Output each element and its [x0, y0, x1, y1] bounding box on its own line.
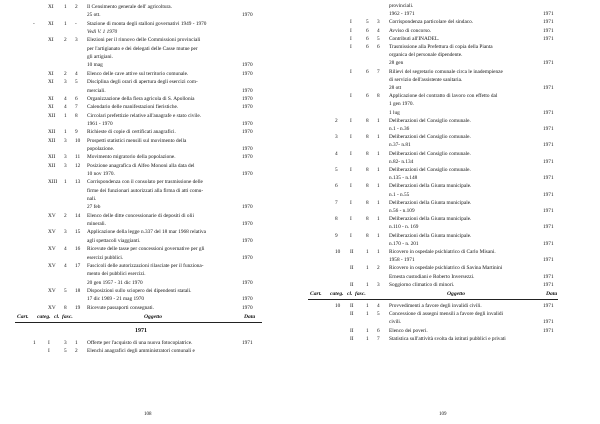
class-number: 4	[64, 262, 67, 269]
entry-subject: n.56 - n.109	[389, 208, 415, 214]
entry-subject: n.110 - n. 169	[389, 224, 419, 231]
fascicolo-number: 3	[377, 281, 380, 288]
category-number: I	[350, 216, 352, 223]
entry-subject: Soggiorno climatico di minori.	[389, 281, 455, 288]
entry-subject: firme dei funzionari autorizzati alla firma di atti comu-	[87, 187, 204, 194]
entry-subject: Ricovero in ospedale psichiatrico di Savina Martinini	[389, 265, 503, 272]
entry-subject: Deliberazioni del Consiglio comunale.	[389, 167, 471, 173]
fascicolo-number: 6	[377, 44, 380, 50]
entry-subject: 1 gen 1970.	[389, 101, 414, 108]
entry-subject: 1 lug	[389, 109, 400, 116]
entry-subject: Applicazione della legge n.337 del 18 mar 1968 relativa	[87, 229, 206, 236]
entry-subject: Richieste di copie di certificati anagrafici.	[87, 129, 176, 136]
entry-date: 1971	[543, 191, 554, 198]
category-number: I	[350, 27, 352, 34]
class-number: 1	[64, 4, 67, 10]
entry-subject: Applicazione del contratto di lavoro con effetto dal	[389, 93, 498, 100]
header-data: Data	[546, 291, 558, 297]
fascicolo-number: 7	[377, 68, 380, 75]
entry-subject: Elezioni per il rinnovo delle Commissioni provinciali	[87, 37, 201, 44]
entry-subject: agli spettacoli viaggianti.	[87, 237, 141, 244]
class-number: 8	[366, 167, 369, 173]
entry-subject: n.82- n.134	[389, 158, 414, 165]
entry-subject: Vedi V. 1 1970	[87, 29, 118, 36]
fascicolo-number: 19	[75, 304, 81, 311]
entry-subject: Ernesta custodiani e Roberto Inversezzi.	[389, 273, 475, 280]
class-number: 2	[64, 70, 67, 77]
class-number: 8	[366, 232, 369, 239]
category-number: XV	[48, 246, 56, 253]
fascicolo-number: 15	[75, 229, 81, 236]
year-heading: 1971	[135, 327, 147, 334]
entry-date: 1970	[242, 221, 253, 228]
fascicolo-number: 6	[75, 95, 78, 102]
entry-subject: Offerte per l'acquisto di una nuova fotocopiatrice.	[87, 339, 193, 346]
entry-subject: di servizio dell'assistente sanitaria.	[389, 76, 463, 83]
category-number: XII	[48, 154, 56, 161]
class-number: 2	[64, 37, 67, 44]
class-number: 1	[64, 179, 67, 186]
cartella-number: 2	[335, 117, 338, 124]
entry-date: 1970	[242, 237, 253, 244]
category-number: I	[350, 183, 352, 190]
class-number: 1	[64, 20, 67, 27]
entry-subject: Deliberazioni del Consiglio comunale.	[389, 150, 471, 157]
entry-subject: Concessione di assegni mensili a favore degli invalidi	[389, 311, 504, 318]
fascicolo-number: 12	[75, 162, 81, 169]
entry-date: 1971	[543, 11, 554, 18]
entry-subject: Circolari prefettizie relative all'anagrafe e stato civile.	[87, 112, 202, 119]
category-number: I	[350, 44, 352, 50]
class-number: 1	[64, 129, 67, 136]
entry-subject: 25 ott.	[87, 12, 101, 19]
class-number: 3	[64, 229, 67, 236]
header-cart: Cart.	[310, 291, 322, 297]
category-number: XV	[48, 304, 56, 311]
entry-date: 1971	[543, 208, 554, 214]
category-number: XV	[48, 262, 56, 269]
category-number: II	[350, 303, 354, 309]
category-number: I	[350, 150, 352, 157]
entry-subject: Organizzazione della fiera agricola di S. Apollonia	[87, 95, 195, 102]
class-number: 1	[366, 281, 369, 288]
entry-subject: Posizione anagrafica di Alfeo Mononi alla data del	[87, 162, 195, 169]
entry-date: 1970	[242, 296, 253, 303]
fascicolo-number: 1	[377, 216, 380, 223]
entry-date: 1970	[242, 254, 253, 261]
entry-subject: Movimento migratorio della popolazione.	[87, 154, 176, 161]
category-number: II	[350, 281, 354, 288]
class-number: 6	[366, 27, 369, 34]
class-number: 1	[366, 311, 369, 318]
entry-subject: Trasmissione alla Prefettura di copia della Pianta	[389, 44, 493, 50]
entry-subject: minerali.	[87, 221, 106, 228]
class-number: 8	[366, 134, 369, 141]
cartella-number: 9	[335, 232, 338, 239]
fascicolo-number: 11	[75, 154, 81, 161]
class-number: 6	[366, 44, 369, 50]
header-cl: cl.	[54, 313, 60, 320]
entry-subject: 27 feb	[87, 204, 101, 211]
class-number: 8	[366, 199, 369, 206]
class-number: 3	[64, 162, 67, 169]
entry-subject: 1962 - 1971	[389, 11, 415, 18]
header-fasc: fasc.	[62, 313, 73, 320]
entry-subject: popolazione.	[87, 145, 115, 152]
entry-subject: Ricevute passaporti consegnati.	[87, 304, 154, 311]
fascicolo-number: 16	[75, 246, 81, 253]
category-number: XI	[48, 104, 54, 111]
category-number: XI	[48, 37, 54, 44]
fascicolo-number: -	[75, 20, 77, 27]
entry-date: 1971	[543, 126, 554, 132]
fascicolo-number: 3	[75, 37, 78, 44]
category-number: XI	[48, 79, 54, 86]
fascicolo-number: 1	[377, 150, 380, 157]
fascicolo-number: 1	[377, 249, 380, 255]
entry-date: 1971	[543, 240, 554, 247]
header-oggetto: Oggetto	[447, 291, 466, 297]
class-number: 8	[64, 304, 67, 311]
category-number: XII	[48, 112, 56, 119]
entry-subject: Il Censimento generale dell' agricoltura.	[87, 4, 172, 10]
header-fasc: fasc.	[355, 291, 366, 297]
entry-date: 1970	[242, 95, 253, 102]
entry-subject: Corrispondenza particolare del sindaco.	[389, 19, 474, 26]
entry-subject: mento dei pubblici esercizi.	[87, 271, 146, 278]
category-number: I	[350, 19, 352, 26]
entry-subject: per l'artigianato e dei delegati delle Casse mutue per	[87, 45, 198, 52]
page-number: 108	[144, 412, 152, 417]
entry-subject: Elenchi anagrafici degli amministratori comunali e	[87, 348, 195, 355]
entry-date: 1970	[242, 70, 253, 77]
category-number: XII	[48, 129, 56, 136]
cartella-number: 1	[33, 339, 36, 346]
entry-subject: merciali.	[87, 87, 106, 94]
category-number: II	[350, 249, 354, 255]
fascicolo-number: 1	[377, 183, 380, 190]
class-number: 5	[366, 19, 369, 26]
class-number: 3	[64, 339, 67, 346]
cartella-number: 4	[335, 150, 338, 157]
entry-subject: n.1 - n.55	[389, 191, 410, 198]
category-number: II	[350, 311, 354, 318]
entry-date: 1971	[543, 158, 554, 165]
entry-subject: Rilievi del segretario comunale circa le inadempienze	[389, 68, 503, 75]
fascicolo-number: 1	[377, 134, 380, 141]
category-number: XV	[48, 287, 56, 294]
entry-date: 1971	[543, 60, 554, 67]
header-cart: Cart.	[17, 313, 29, 320]
category-number: I	[350, 35, 352, 42]
entry-date: 1971	[543, 27, 554, 34]
header-rule	[308, 299, 558, 300]
entry-subject: Elenco dei poveri.	[389, 327, 428, 334]
class-number: 6	[366, 35, 369, 42]
category-number: XV	[48, 229, 56, 236]
entry-date: 1971	[543, 35, 554, 42]
entry-subject: Elenco delle ditte concessionarie di depositi di olii	[87, 212, 194, 219]
entry-subject: nali.	[87, 196, 97, 203]
cartella-number: 6	[335, 183, 338, 190]
entry-subject: provinciali.	[389, 3, 414, 9]
entry-date: 1971	[543, 303, 554, 309]
fascicolo-number: 7	[75, 104, 78, 111]
category-number: I	[350, 68, 352, 75]
fascicolo-number: 8	[75, 112, 78, 119]
fascicolo-number: 5	[75, 79, 78, 86]
entry-date: 1970	[242, 279, 253, 286]
class-number: 1	[366, 335, 369, 342]
fascicolo-number: 13	[75, 179, 81, 186]
fascicolo-number: 5	[377, 311, 380, 318]
entry-subject: esercizi pubblici.	[87, 254, 124, 261]
entry-date: 1971	[543, 142, 554, 149]
entry-subject: Deliberazioni del Consiglio comunale.	[389, 134, 471, 141]
category-number: I	[350, 232, 352, 239]
entry-date: 1971	[543, 175, 554, 182]
entry-subject: 28 gen	[389, 60, 404, 67]
category-number: XV	[48, 212, 56, 219]
entry-date: 1970	[242, 87, 253, 94]
entry-subject: Calendario delle manifestazioni fieristiche.	[87, 104, 179, 111]
cartella-number: 8	[335, 216, 338, 223]
entry-subject: 20 gen 1957 - 31 dic 1970	[87, 279, 143, 286]
entry-subject: n.37- n.81	[389, 142, 411, 149]
category-number: II	[350, 265, 354, 272]
entry-subject: Provvedimenti a favore degli invalidi civili.	[389, 303, 482, 309]
entry-date: 1970	[242, 204, 253, 211]
entry-subject: Prospetti statistici mensili sul movimento della	[87, 137, 187, 144]
entry-date: 1970	[242, 171, 253, 177]
entry-subject: 17 dic 1969 - 21 mag 1970	[87, 296, 145, 303]
class-number: 4	[64, 104, 67, 111]
fascicolo-number: 17	[75, 262, 81, 269]
entry-subject: organica del personale dipendente.	[389, 52, 463, 59]
header-categ: categ.	[330, 291, 344, 297]
header-cl: cl.	[347, 291, 353, 297]
fascicolo-number: 18	[75, 287, 81, 294]
category-number: XII	[48, 137, 56, 144]
class-number: 1	[366, 303, 369, 309]
entry-subject: Ricevute delle tasse per concessioni governative per gli	[87, 246, 205, 253]
entry-subject: Ricovero in ospedale psichiatrico di Carlo Misani.	[389, 249, 496, 255]
class-number: 5	[64, 348, 67, 355]
class-number: 6	[366, 68, 369, 75]
class-number: 8	[366, 117, 369, 124]
fascicolo-number: 5	[377, 35, 380, 42]
entry-subject: 1961 - 1970	[87, 120, 113, 127]
entry-subject: 10 mag	[87, 62, 103, 69]
fascicolo-number: 4	[75, 70, 78, 77]
category-number: I	[350, 167, 352, 173]
entry-subject: Disposizioni sullo sciopero dei dipendenti statali.	[87, 287, 192, 294]
header-rule	[15, 322, 262, 323]
fascicolo-number: 1	[75, 339, 78, 346]
fascicolo-number: 7	[377, 335, 380, 342]
class-number: 5	[64, 287, 67, 294]
header-data: Data	[244, 313, 256, 320]
entry-date: 1970	[242, 129, 253, 136]
entry-date: 1971	[543, 273, 554, 280]
entry-subject: Corrispondenza con il consolato per trasmissione delle	[87, 179, 203, 186]
fascicolo-number: 4	[377, 27, 380, 34]
entry-subject: Deliberazioni del Consiglio comunale.	[389, 117, 471, 124]
class-number: 1	[366, 249, 369, 255]
class-number: 2	[64, 212, 67, 219]
entry-subject: Contributi all'INADEL.	[389, 35, 440, 42]
category-number: I	[350, 93, 352, 100]
entry-date: 1971	[543, 281, 554, 288]
entry-subject: Deliberazioni della Giunta municipale.	[389, 216, 472, 223]
index-row	[300, 282, 600, 291]
entry-date: 1971	[543, 224, 554, 231]
cartella-number: 3	[335, 134, 338, 141]
fascicolo-number: 2	[75, 348, 78, 355]
header-oggetto: Oggetto	[144, 313, 163, 320]
fascicolo-number: 14	[75, 212, 81, 219]
index-row	[0, 305, 300, 314]
cartella-number: 10	[335, 303, 341, 309]
entry-date: 1970	[242, 145, 253, 152]
category-number: I	[350, 117, 352, 124]
cartella-number: 5	[335, 167, 338, 173]
cartella-number: -	[33, 20, 35, 27]
category-number: XI	[48, 70, 54, 77]
entry-subject: civili.	[389, 319, 402, 326]
fascicolo-number: 1	[377, 117, 380, 124]
category-number: XI	[48, 4, 54, 10]
header-categ: categ.	[37, 313, 51, 320]
entry-date: 1971	[543, 327, 554, 334]
entry-date: 1970	[242, 154, 253, 161]
entry-subject: Deliberazioni della Giunta municipale.	[389, 232, 472, 239]
entry-subject: Elenco delle cave attive sul territorio comunale.	[87, 70, 189, 77]
fascicolo-number: 2	[75, 4, 78, 10]
entry-subject: n.1 - n.36	[389, 126, 410, 132]
fascicolo-number: 2	[377, 265, 380, 272]
entry-date: 1970	[242, 104, 253, 111]
class-number: 1	[366, 265, 369, 272]
class-number: 1	[64, 112, 67, 119]
entry-subject: gli artigiani.	[87, 54, 113, 61]
entry-subject: Disciplina degli orari di apertura degli esercizi com-	[87, 79, 198, 86]
category-number: XI	[48, 20, 54, 27]
class-number: 1	[366, 327, 369, 334]
class-number: 8	[366, 216, 369, 223]
entry-subject: Deliberazioni della Giunta municipale.	[389, 183, 472, 190]
category-number: II	[350, 327, 354, 334]
entry-subject: 1958 - 1971	[389, 257, 415, 264]
cartella-number: 7	[335, 199, 338, 206]
index-row	[0, 348, 300, 357]
category-number: I	[350, 199, 352, 206]
entry-date: 1971	[543, 257, 554, 264]
entry-date: 1970	[242, 62, 253, 69]
entry-date: 1971	[543, 319, 554, 326]
entry-date: 1970	[242, 120, 253, 127]
entry-date: 1971	[543, 85, 554, 91]
entry-date: 1970	[242, 12, 253, 19]
category-number: II	[350, 335, 354, 342]
category-number: XIII	[48, 179, 58, 186]
entry-subject: n.135 - n.148	[389, 175, 418, 182]
fascicolo-number: 8	[377, 93, 380, 100]
class-number: 3	[64, 154, 67, 161]
category-number: XI	[48, 95, 54, 102]
index-row	[300, 336, 600, 345]
fascicolo-number: 9	[75, 129, 78, 136]
fascicolo-number: 10	[75, 137, 81, 144]
fascicolo-number: 1	[377, 167, 380, 173]
fascicolo-number: 4	[377, 303, 380, 309]
fascicolo-number: 1	[377, 232, 380, 239]
category-number: I	[48, 348, 50, 355]
class-number: 4	[64, 246, 67, 253]
entry-subject: n.170 - n. 201	[389, 240, 419, 247]
page-number: 109	[439, 412, 447, 417]
fascicolo-number: 3	[377, 19, 380, 26]
entry-date: 1971	[242, 339, 253, 346]
class-number: 3	[64, 137, 67, 144]
class-number: 8	[366, 183, 369, 190]
fascicolo-number: 1	[377, 199, 380, 206]
category-number: I	[48, 339, 50, 346]
class-number: 4	[64, 95, 67, 102]
class-number: 8	[366, 150, 369, 157]
entry-subject: Statistica sull'attività svolta da istituti pubblici e privati	[389, 335, 506, 342]
fascicolo-number: 6	[377, 327, 380, 334]
entry-subject: 28 ott	[389, 85, 402, 91]
entry-date: 1970	[242, 304, 253, 311]
class-number: 6	[366, 93, 369, 100]
entry-subject: Stazione di monta degli stalloni governativi 1949 - 1970	[87, 20, 207, 27]
entry-subject: 10 nov 1970.	[87, 171, 115, 177]
entry-date: 1971	[543, 109, 554, 116]
category-number: XII	[48, 162, 56, 169]
entry-date: 1971	[543, 19, 554, 26]
entry-subject: Deliberazioni della Giunta municipale.	[389, 199, 472, 206]
cartella-number: 10	[335, 249, 341, 255]
entry-subject: Fascicoli delle autorizzazioni rilasciate per il funziona-	[87, 262, 204, 269]
entry-subject: Avviso di concorso.	[389, 27, 432, 34]
class-number: 3	[64, 79, 67, 86]
category-number: I	[350, 134, 352, 141]
